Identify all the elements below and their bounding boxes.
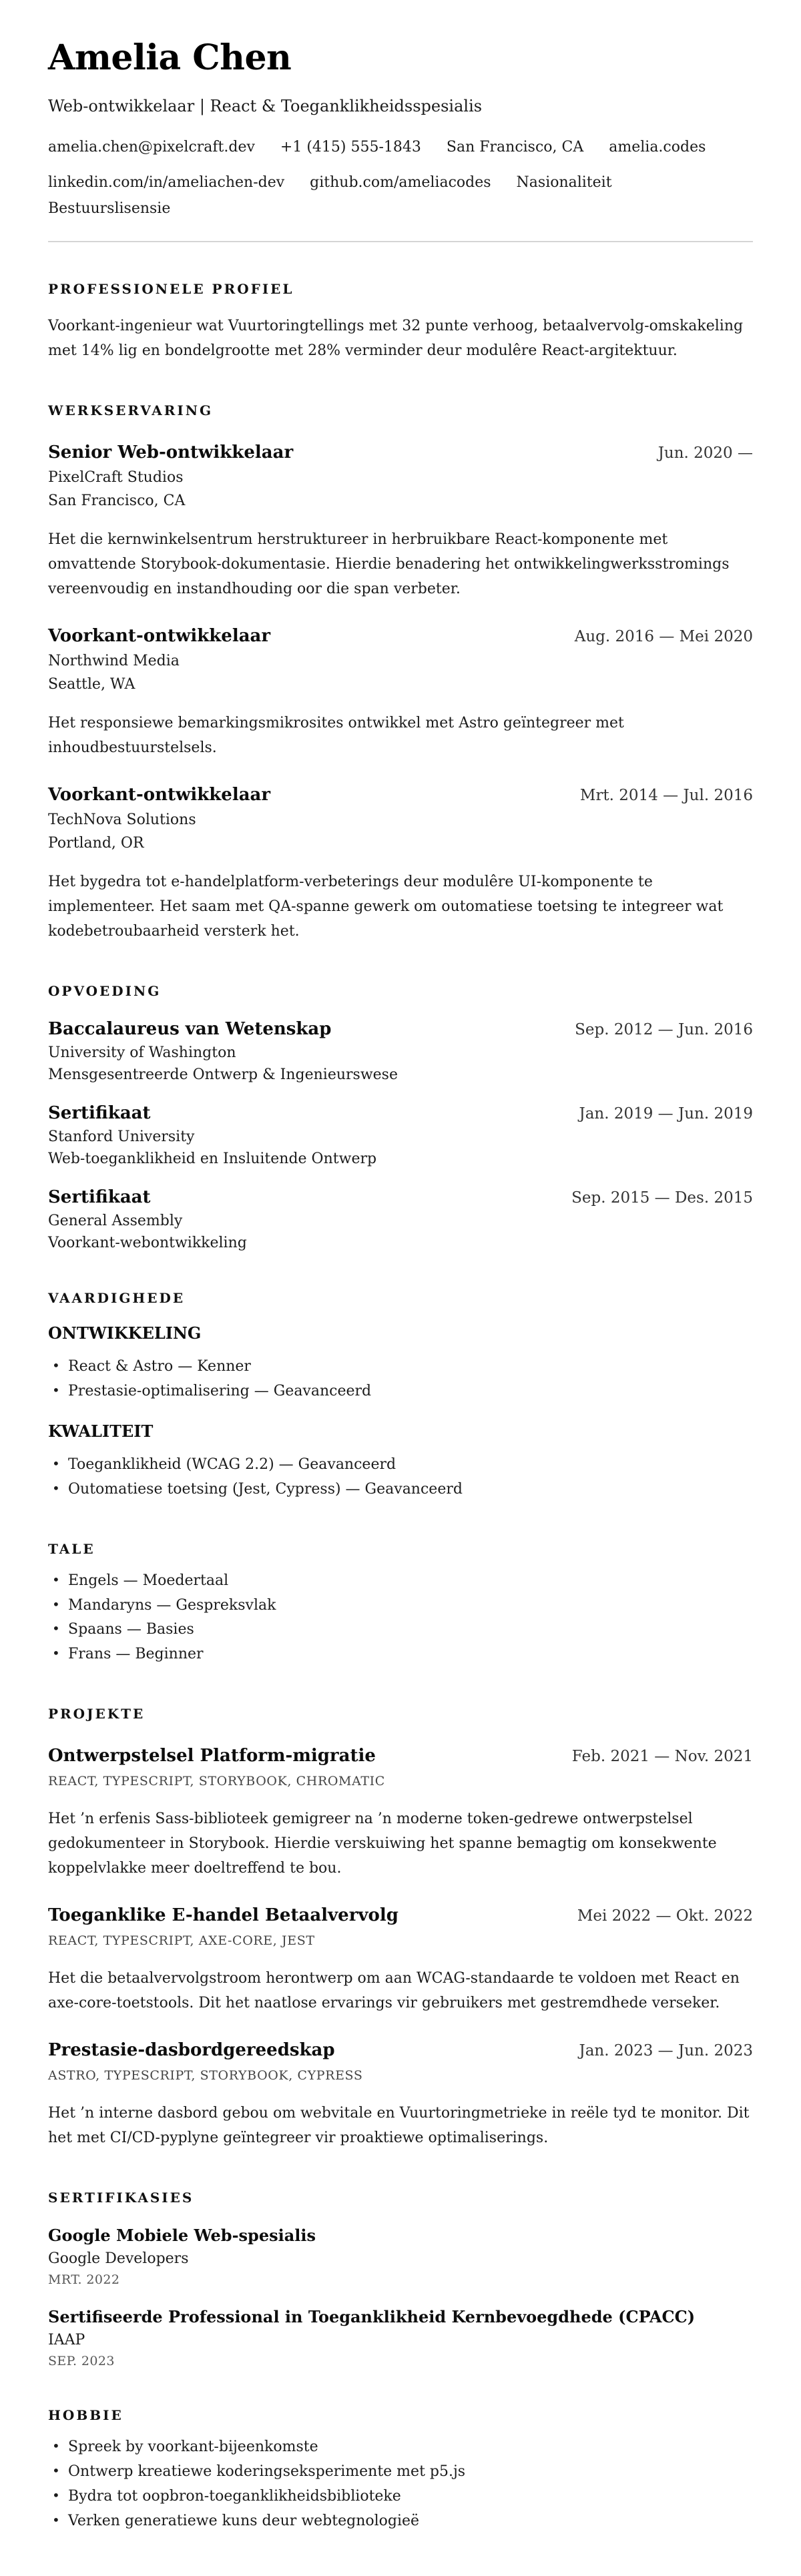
project-tags: ASTRO, TYPESCRIPT, STORYBOOK, CYPRESS — [48, 2068, 363, 2083]
header-divider — [48, 241, 753, 242]
language-item: • Frans — Beginner — [48, 1642, 753, 1667]
education-school: University of Washington — [48, 1044, 236, 1061]
job-description: Het die kernwinkelsentrum herstruktureer in herbruikbare React-komponente met omvattende Storybook-dokumentasie. Hierdie benadering het ontwikkelingwerksstromings vereenvoudig en instandhouding oor die span verbeter. — [48, 531, 730, 598]
job-title-row — [48, 785, 753, 805]
section-heading-languages: TALE — [48, 1540, 95, 1557]
job-location: Portland, OR — [48, 834, 144, 852]
certification-entry — [48, 2226, 753, 2287]
job-description: Het bygedra tot e-handelplatform-verbeterings deur modulêre UI-komponente te implementeer. Het saam met QA-spanne gewerk om outomatiese toetsing te integreer wat kodebetroubaarheid versterk het. — [48, 873, 724, 940]
education-entry — [48, 1019, 753, 1083]
language-item: • Engels — Moedertaal — [48, 1569, 753, 1594]
skills-list-development — [48, 1355, 753, 1404]
section-heading-education: OPVOEDING — [48, 982, 162, 999]
certification-issuer: Google Developers — [48, 2250, 189, 2268]
job-title-row — [48, 626, 753, 646]
education-degree: Sertifikaat — [48, 1187, 151, 1207]
job-title: Voorkant-ontwikkelaar — [48, 784, 271, 805]
contact-row-2 — [48, 174, 753, 218]
project-dates: Mei 2022 — Okt. 2022 — [577, 1907, 753, 1925]
hobbies-list — [48, 2435, 753, 2534]
job-title-row — [48, 442, 753, 462]
hobby-item: • Spreek by voorkant-bijeenkomste — [48, 2435, 753, 2460]
section-hobbies — [48, 2407, 753, 2534]
hobby-item: • Ontwerp kreatiewe koderingseksperimente met p5.js — [48, 2460, 753, 2485]
languages-list — [48, 1569, 753, 1668]
hobby-item: • Verken generatiewe kuns deur webtegnologieë — [48, 2509, 753, 2534]
language-item: • Spaans — Basies — [48, 1618, 753, 1642]
education-dates: Sep. 2012 — Jun. 2016 — [575, 1020, 753, 1038]
project-title-row — [48, 2040, 753, 2060]
hobby-item: • Bydra tot oopbron-toeganklikheidsbiblioteke — [48, 2485, 753, 2509]
profile-summary: Voorkant-ingenieur wat Vuurtoringtellings met 32 punte verhoog, betaalvervolg-omskakeling met 14% lig en bondelgrootte met 28% verminder deur modulêre React-argitektuur. — [48, 318, 744, 360]
project-dates: Feb. 2021 — Nov. 2021 — [571, 1748, 753, 1766]
education-field: Mensgesentreerde Ontwerp & Ingenieurswese — [48, 1066, 398, 1083]
section-certifications — [48, 2190, 753, 2368]
section-heading-profile: PROFESSIONELE PROFIEL — [48, 281, 294, 298]
section-projects — [48, 1706, 753, 2151]
education-entry — [48, 1103, 753, 1167]
job-dates: Mrt. 2014 — Jul. 2016 — [579, 786, 753, 804]
project-title: Ontwerpstelsel Platform-migratie — [48, 1746, 376, 1766]
person-name: Amelia Chen — [48, 37, 292, 78]
skills-list-quality — [48, 1453, 753, 1502]
certification-name: Sertifiseerde Professional in Toeganklikheid Kernbevoegdhede (CPACC) — [48, 2307, 696, 2327]
project-title-row — [48, 1746, 753, 1766]
certification-entry — [48, 2307, 753, 2368]
project-entry — [48, 2040, 753, 2151]
certification-date: MRT. 2022 — [48, 2272, 120, 2288]
contact-linkedin: linkedin.com/in/ameliachen-dev — [48, 174, 285, 192]
project-entry — [48, 1905, 753, 2016]
job-entry — [48, 785, 753, 944]
job-location: Seattle, WA — [48, 675, 136, 693]
education-dates: Jan. 2019 — Jun. 2019 — [579, 1104, 753, 1122]
job-company: Northwind Media — [48, 652, 180, 669]
section-skills — [48, 1290, 753, 1502]
job-title: Senior Web-ontwikkelaar — [48, 442, 294, 463]
certification-name: Google Mobiele Web-spesialis — [48, 2226, 316, 2246]
certification-date: SEP. 2023 — [48, 2354, 115, 2369]
skill-item: • Toeganklikheid (WCAG 2.2) — Geavanceerd — [48, 1453, 753, 1478]
education-degree: Baccalaureus van Wetenskap — [48, 1018, 332, 1039]
skill-item: • Outomatiese toetsing (Jest, Cypress) — Geavanceerd — [48, 1478, 753, 1502]
section-profile — [48, 281, 753, 364]
project-title: Prestasie-dasbordgereedskap — [48, 2040, 335, 2061]
skill-item: • Prestasie-optimalisering — Geavanceerd — [48, 1379, 753, 1404]
resume-header — [48, 39, 753, 242]
education-title-row — [48, 1187, 753, 1207]
job-dates: Aug. 2016 — Mei 2020 — [574, 627, 753, 645]
job-company: TechNova Solutions — [48, 811, 196, 828]
project-description: Het ’n interne dasbord gebou om webvitale en Vuurtoringmetrieke in reële tyd te monitor. Dit het met CI/CD-pyplyne geïntegreer vir proaktiewe optimaliserings. — [48, 2105, 750, 2147]
certification-issuer: IAAP — [48, 2332, 85, 2349]
education-field: Web-toeganklikheid en Insluitende Ontwerp — [48, 1150, 377, 1167]
job-location: San Francisco, CA — [48, 493, 186, 510]
contact-location: San Francisco, CA — [446, 139, 584, 156]
job-entry — [48, 626, 753, 761]
education-degree: Sertifikaat — [48, 1102, 151, 1123]
project-title-row — [48, 1905, 753, 1925]
section-heading-experience: WERKSERVARING — [48, 402, 214, 419]
skills-group-title: KWALITEIT — [48, 1421, 154, 1441]
project-description: Het die betaalvervolgstroom herontwerp om aan WCAG-standaarde te voldoen met React en axe-core-toetstools. Dit het naatlose ervarings vir gebruikers met gestremdhede verseker. — [48, 1970, 740, 2012]
job-description: Het responsiewe bemarkingsmikrosites ontwikkel met Astro geïntegreer met inhoudbestuurstelsels. — [48, 714, 624, 756]
section-education — [48, 983, 753, 1251]
section-languages — [48, 1541, 753, 1668]
job-title: Voorkant-ontwikkelaar — [48, 625, 271, 646]
project-tags: REACT, TYPESCRIPT, STORYBOOK, CHROMATIC — [48, 1774, 385, 1789]
language-item: • Mandaryns — Gespreksvlak — [48, 1594, 753, 1618]
education-field: Voorkant-webontwikkeling — [48, 1234, 247, 1251]
section-heading-projects: PROJEKTE — [48, 1706, 146, 1722]
section-heading-hobbies: HOBBIE — [48, 2407, 123, 2424]
contact-license-label: Bestuurslisensie — [48, 200, 171, 217]
contact-phone: +1 (415) 555-1843 — [280, 139, 421, 156]
project-description: Het ’n erfenis Sass-biblioteek gemigreer na ’n moderne token-gedrewe ontwerpstelsel gedokumenteer in Storybook. Hierdie verskuiwing het spanne bemagtig om konsekwente koppelvlakke meer doeltreffend te bou. — [48, 1811, 717, 1877]
skills-group-title: ONTWIKKELING — [48, 1323, 202, 1343]
job-entry — [48, 442, 753, 602]
contact-email: amelia.chen@pixelcraft.dev — [48, 139, 255, 156]
project-dates: Jan. 2023 — Jun. 2023 — [579, 2042, 753, 2060]
project-tags: REACT, TYPESCRIPT, AXE-CORE, JEST — [48, 1933, 315, 1949]
person-headline: Web-ontwikkelaar | React & Toeganklikheidsspesialis — [48, 97, 483, 116]
skill-item: • React & Astro — Kenner — [48, 1355, 753, 1379]
contact-row-1 — [48, 138, 753, 157]
education-school: Stanford University — [48, 1128, 195, 1145]
section-experience — [48, 402, 753, 944]
education-title-row — [48, 1103, 753, 1123]
education-entry — [48, 1187, 753, 1251]
education-school: General Assembly — [48, 1212, 183, 1229]
job-company: PixelCraft Studios — [48, 469, 184, 487]
section-heading-certifications: SERTIFIKASIES — [48, 2190, 194, 2206]
section-heading-skills: VAARDIGHEDE — [48, 1289, 186, 1306]
job-dates: Jun. 2020 — — [657, 444, 753, 462]
contact-website: amelia.codes — [609, 139, 706, 156]
project-entry — [48, 1746, 753, 1881]
education-title-row — [48, 1019, 753, 1039]
project-title: Toeganklike E-handel Betaalvervolg — [48, 1905, 398, 1926]
contact-github: github.com/ameliacodes — [310, 174, 491, 192]
contact-nationality-label: Nasionaliteit — [516, 174, 612, 192]
education-dates: Sep. 2015 — Des. 2015 — [571, 1189, 753, 1207]
